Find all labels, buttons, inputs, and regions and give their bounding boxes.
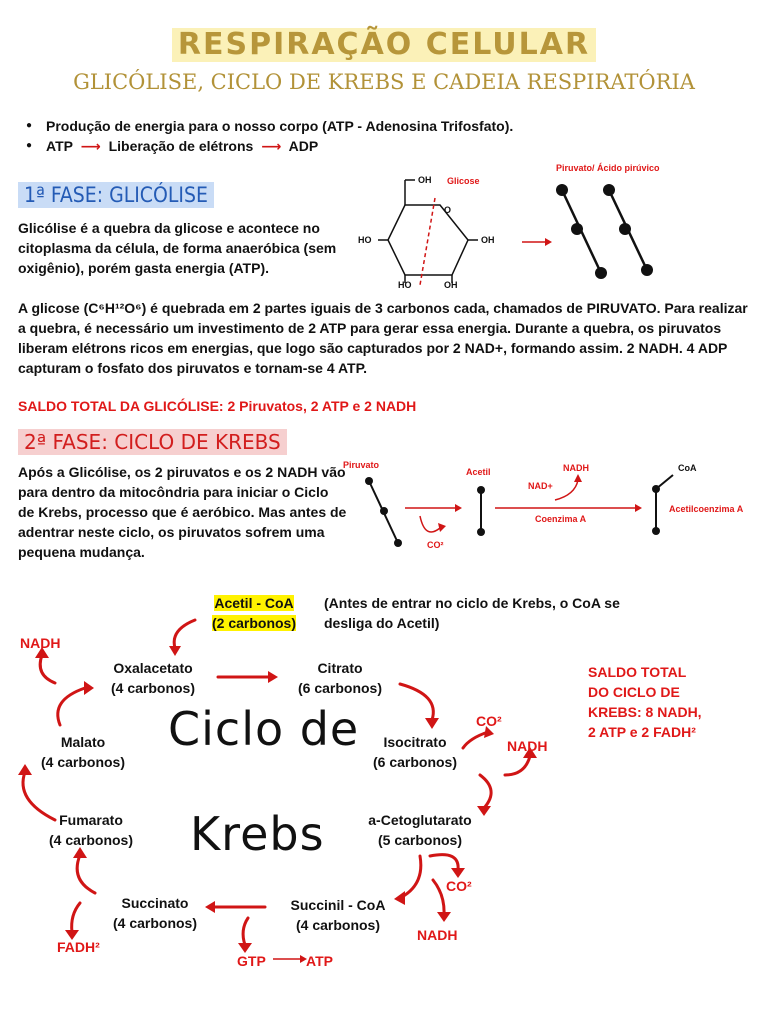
glucose-split-line <box>420 198 435 285</box>
krebs-saldo <box>588 662 758 742</box>
fase1-intro: Glicólise é a quebra da glicose e acontece no citoplasma da célula, de forma anaeróbica (sem oxigênio), porém gasta energia (ATP). <box>18 220 337 276</box>
saldo-line: SALDO TOTAL <box>588 664 687 680</box>
arrow-right-icon: ⟶ <box>80 138 101 154</box>
saldo-line: KREBS: 8 NADH, <box>588 704 702 720</box>
co2-label: CO² <box>476 713 502 729</box>
gtp-label: GTP <box>237 953 266 969</box>
malato-node <box>24 732 142 772</box>
ho-label: HO <box>358 235 372 245</box>
o-label: O <box>444 205 452 215</box>
coa-label: CoA <box>678 463 697 473</box>
nadh-label: NADH <box>563 463 589 473</box>
bullet-atp: ATP <box>46 138 73 154</box>
node-name: Succinil - CoA <box>290 897 386 913</box>
title-text: RESPIRAÇÃO CELULAR <box>172 28 596 62</box>
glicose-label: Glicose <box>447 176 480 186</box>
fumarato-node <box>32 810 150 850</box>
co2-label: CO² <box>427 540 444 550</box>
piruvato-label: Piruvato/ Ácido pirúvico <box>556 163 660 173</box>
acetil-coa-carbons: (2 carbonos) <box>211 615 296 631</box>
bullet-liberacao: Liberação de elétrons <box>108 138 254 154</box>
node-name: a-Cetoglutarato <box>368 812 472 828</box>
piruvato-label: Piruvato <box>343 460 380 470</box>
node-name: Malato <box>60 734 106 750</box>
nadh-label: NADH <box>20 635 61 651</box>
nadh-label: NADH <box>417 927 458 943</box>
fase1-heading: 1ª FASE: GLICÓLISE <box>18 182 214 208</box>
isocitrato-node <box>355 732 475 772</box>
node-name: Citrato <box>317 660 363 676</box>
fadh2-label: FADH² <box>57 939 100 955</box>
saldo-line: DO CICLO DE <box>588 684 680 700</box>
co2-label: CO² <box>446 878 472 894</box>
fase2-intro: Após a Glicólise, os 2 piruvatos e os 2 NADH vão para dentro da mitocôndria para iniciar o Ciclo de Krebs, processo que é aeróbico. Mas antes de adentrar neste ciclo, os piruvatos sofrem uma pequena mudança. <box>18 464 347 560</box>
node-carbons: (4 carbonos) <box>40 754 125 770</box>
oh-label: OH <box>481 235 495 245</box>
coenzima-label: Coenzima A <box>535 514 587 524</box>
acetil-label: Acetil <box>466 467 491 477</box>
node-carbons: (6 carbonos) <box>297 680 382 696</box>
bullet-text: Produção de energia para o nosso corpo (ATP - Adenosina Trifosfato). <box>46 118 514 134</box>
bullet-adp: ADP <box>288 138 319 154</box>
citrato-node <box>282 658 398 698</box>
node-carbons: (6 carbonos) <box>372 754 457 770</box>
node-carbons: (4 carbonos) <box>112 915 197 931</box>
oxalacetato-node <box>92 658 214 698</box>
pyruvate-to-acetil-diagram <box>369 475 673 543</box>
oh-label: OH <box>444 280 458 290</box>
node-carbons: (4 carbonos) <box>295 917 380 933</box>
cycle-title-line2: Krebs <box>190 807 325 861</box>
succinato-node <box>96 893 214 933</box>
nadplus-label: NAD+ <box>528 481 553 491</box>
fase2-heading: 2ª FASE: CICLO DE KREBS <box>18 429 287 455</box>
page-subtitle: GLICÓLISE, CICLO DE KREBS E CADEIA RESPIRATÓRIA <box>73 70 695 94</box>
acetilcoa-label: Acetilcoenzima A <box>669 504 744 514</box>
acetil-coa-node <box>206 593 302 633</box>
fase1-body: A glicose (C⁶H¹²O⁶) é quebrada em 2 partes iguais de 3 carbonos cada, chamados de PIRUVATO. Para realizar a quebra, é necessário um investimento de 2 ATP para gerar essa energia. Durante a quebra, os piruvatos liberam elétrons ricos em energias, que logo são capturados por 2 NAD+, formando assim. 2 NADH. 4 ADP capturam o fosfato dos piruvatos e tornam-se 4 ATP. <box>18 300 748 376</box>
succinilcoa-node <box>276 895 400 935</box>
atp-label: ATP <box>306 953 333 969</box>
node-carbons: (4 carbonos) <box>110 680 195 696</box>
cycle-title-line1: Ciclo de <box>168 702 360 756</box>
oh-label: OH <box>418 175 432 185</box>
node-carbons: (4 carbonos) <box>48 832 133 848</box>
node-name: Oxalacetato <box>113 660 193 676</box>
nadh-label: NADH <box>507 738 548 754</box>
node-name: Succinato <box>121 895 189 911</box>
cetoglutarato-node <box>350 810 490 850</box>
fase1-saldo: SALDO TOTAL DA GLICÓLISE: 2 Piruvatos, 2 ATP e 2 NADH <box>18 398 417 414</box>
node-carbons: (5 carbonos) <box>377 832 462 848</box>
saldo-line: 2 ATP e 2 FADH² <box>588 724 696 740</box>
acetil-note: (Antes de entrar no ciclo de Krebs, o CoA se desliga do Acetil) <box>324 595 620 631</box>
acetil-coa-name: Acetil - CoA <box>214 595 294 611</box>
ho-label: HO <box>398 280 412 290</box>
node-name: Fumarato <box>59 812 123 828</box>
arrow-right-icon: ⟶ <box>261 138 282 154</box>
node-name: Isocitrato <box>383 734 447 750</box>
